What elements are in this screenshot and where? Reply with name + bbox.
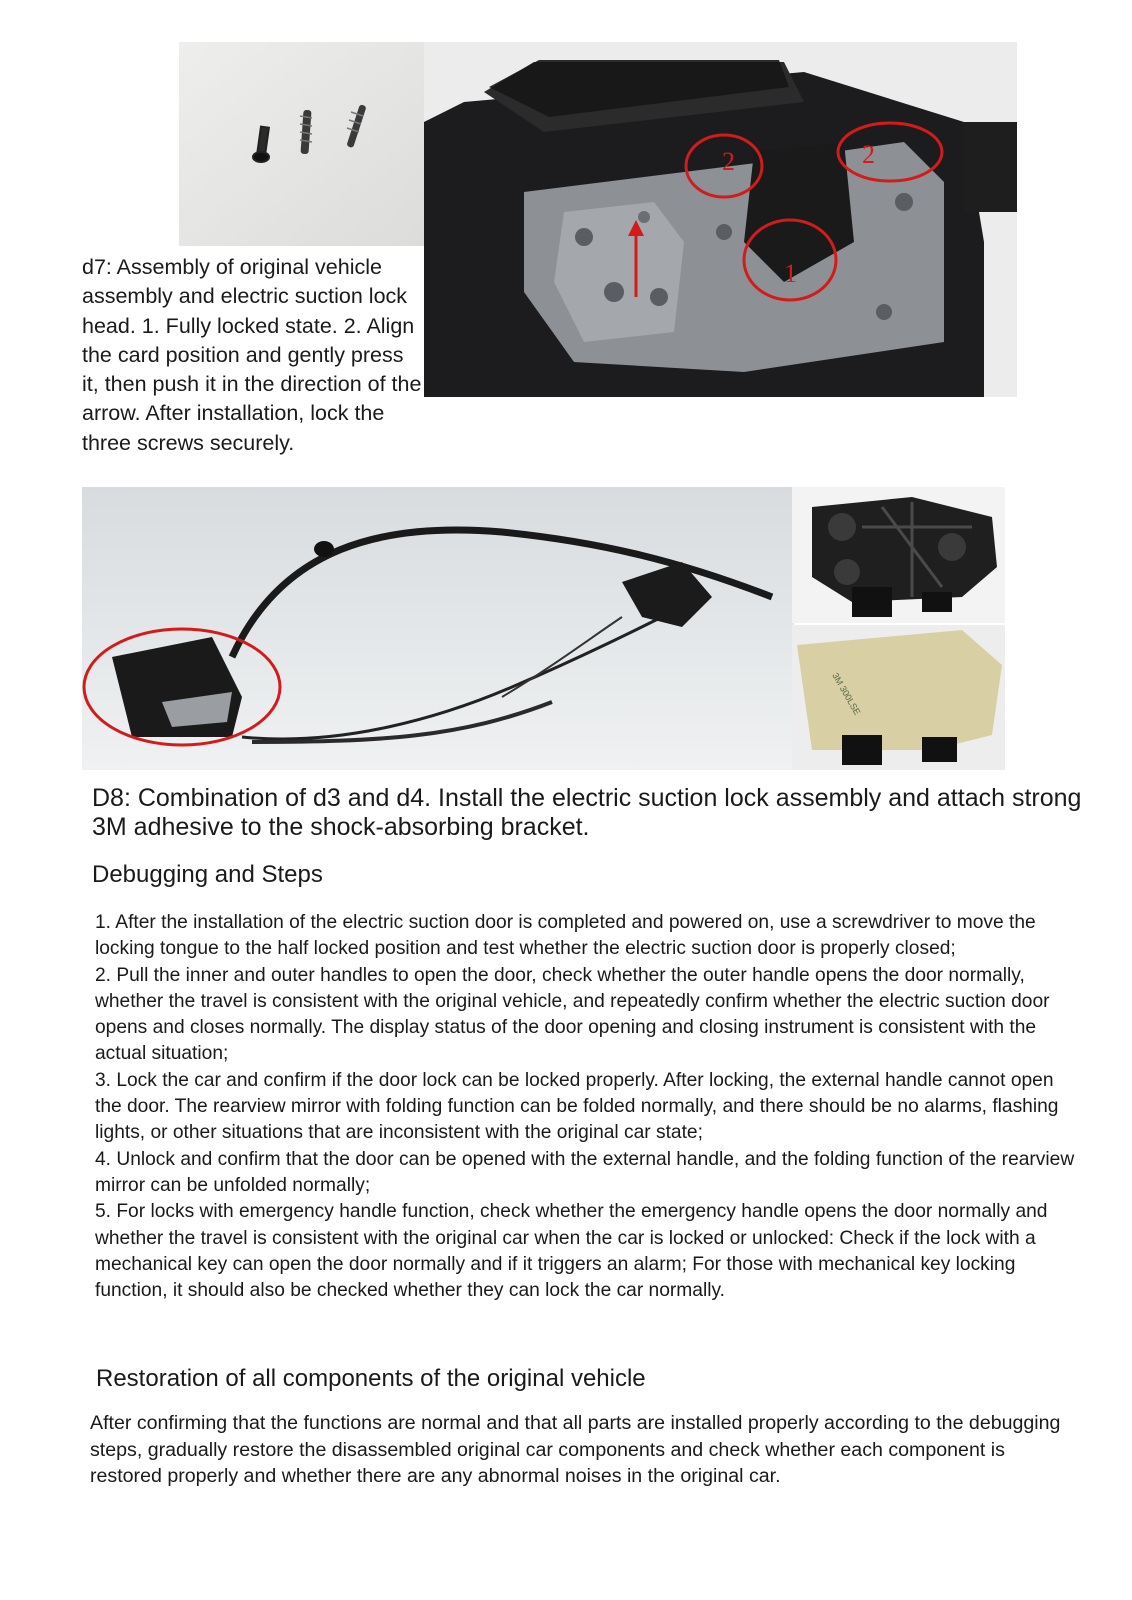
step-item: 3. Lock the car and confirm if the door lock can be locked properly. After locking, the external handle cannot open the door. The rearview mirror with folding function can be folded normally, and there should be no alarms, flashing lights, or other situations that are inconsistent with the original car state; [95,1069,1059,1144]
marker-label-2b: 2 [862,140,875,169]
step-item: 5. For locks with emergency handle function, check whether the emergency handle opens the door normally and whether the travel is consistent with the original car when the car is locked or unlocked: Check if the lock with a mechanical key can open the door normally and if it triggers an alarm; For those with mechanical key locking function, it should also be checked whether they can lock the car normally. [95,1201,1048,1302]
debugging-heading: Debugging and Steps [92,861,323,888]
d7-caption: d7: Assembly of original vehicle assembly and electric suction lock head. 1. Fully locked state. 2. Align the card position and gently press it, then push it in the direction of the arrow. After installation, lock the three screws securely. [82,255,422,455]
step-item: 2. Pull the inner and outer handles to open the door, check whether the outer handle opens the door normally, whether the travel is consistent with the original vehicle, and repeatedly confirm whether the electric suction door opens and closes normally. The display status of the door opening and closing instrument is consistent with the actual situation; [95,964,1050,1065]
screws-photo [179,42,426,246]
d8-caption: D8: Combination of d3 and d4. Install the electric suction lock assembly and attach strong 3M adhesive to the shock-absorbing bracket. [92,784,1082,841]
marker-label-1: 1 [784,259,797,288]
adhesive-photo [792,625,1005,770]
restoration-body: After confirming that the functions are normal and that all parts are installed properly according to the debugging steps, gradually restore the disassembled original car components and check whether each component is restored properly and whether there are any abnormal noises in the original car. [90,1412,1061,1487]
marker-label-2a: 2 [722,147,735,176]
bracket-photo [792,487,1005,623]
restoration-heading: Restoration of all components of the original vehicle [96,1365,646,1392]
tape-label: 3M 300LSE [830,671,863,717]
cable-assembly-photo [82,487,794,770]
lock-assembly-photo [424,42,1017,397]
step-item: 4. Unlock and confirm that the door can be opened with the external handle, and the folding function of the rearview mirror can be unfolded normally; [95,1148,1075,1196]
debugging-steps [95,910,1075,1304]
step-item: 1. After the installation of the electric suction door is completed and powered on, use a screwdriver to move the locking tongue to the half locked position and test whether the electric suction door is properly closed; [95,912,1036,960]
